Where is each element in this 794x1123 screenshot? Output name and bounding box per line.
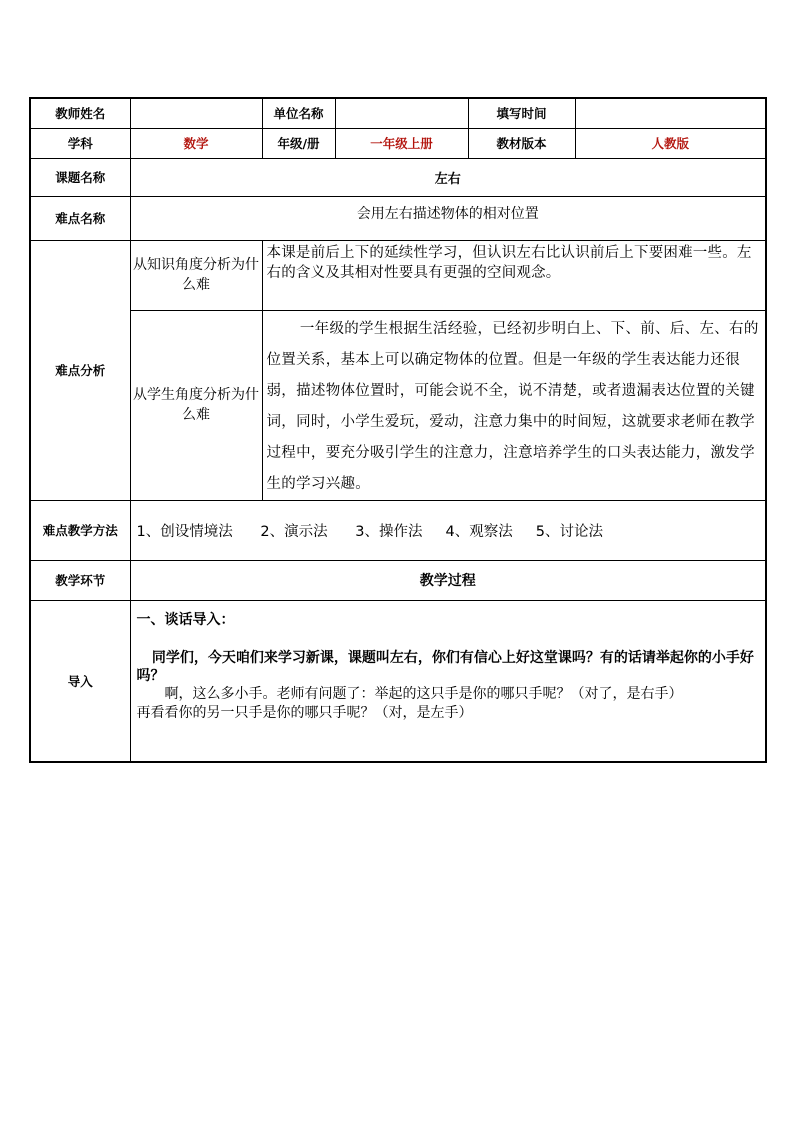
- methods-row: [30, 500, 766, 560]
- unit-name-value: [335, 98, 468, 128]
- lesson-label: 课题名称: [30, 158, 130, 196]
- student-angle-label: 从学生角度分析为什么难: [130, 310, 262, 500]
- student-angle-text: 一年级的学生根据生活经验，已经初步明白上、下、前、后、左、右的位置关系，基本上可以确定物体的位置。但是一年级的学生表达能力还很弱，描述物体位置时，可能会说不全，说不清楚，或者遗漏表达位置的关键词，同时，小学生爱玩，爱动，注意力集中的时间短，这就要求老师在教学过程中，要充分吸引学生的注意力，注意培养学生的口头表达能力，激发学生的学习兴趣。: [262, 310, 766, 500]
- process-header-row: [30, 560, 766, 600]
- edition-value: 人教版: [575, 128, 766, 158]
- unit-name-label: 单位名称: [262, 98, 335, 128]
- header-row: [30, 98, 766, 128]
- subject-row: [30, 128, 766, 158]
- intro-heading: 一、谈话导入：: [136, 611, 235, 628]
- subject-label: 学科: [30, 128, 130, 158]
- intro-content: [130, 600, 766, 762]
- intro-paragraph-2: 啊，这么多小手。老师有问题了：举起的这只手是你的哪只手呢？（对了，是右手）: [164, 685, 683, 702]
- methods-label: 难点教学方法: [30, 500, 130, 560]
- difficulty-row: [30, 196, 766, 240]
- teacher-name-value: [130, 98, 262, 128]
- fill-time-label: 填写时间: [468, 98, 575, 128]
- grade-label: 年级/册: [262, 128, 335, 158]
- intro-row: [30, 600, 766, 762]
- lesson-row: [30, 158, 766, 196]
- process-stage-label: 教学环节: [30, 560, 130, 600]
- difficulty-value: 会用左右描述物体的相对位置: [130, 196, 766, 240]
- process-heading: 教学过程: [130, 560, 766, 600]
- analysis-label: 难点分析: [30, 240, 130, 500]
- edition-label: 教材版本: [468, 128, 575, 158]
- intro-paragraph-3: 再看看你的另一只手是你的哪只手呢？（对，是左手）: [136, 704, 473, 721]
- knowledge-angle-text: 本课是前后上下的延续性学习，但认识左右比认识前后上下要困难一些。左右的含义及其相对性要具有更强的空间观念。: [262, 240, 766, 310]
- lesson-plan-table: [29, 97, 767, 763]
- methods-value: 1、创设情境法 2、演示法 3、操作法 4、观察法 5、讨论法: [130, 500, 766, 560]
- lesson-title: 左右: [130, 158, 766, 196]
- teacher-name-label: 教师姓名: [30, 98, 130, 128]
- fill-time-value: [575, 98, 766, 128]
- student-analysis-row: [30, 310, 766, 500]
- grade-value: 一年级上册: [335, 128, 468, 158]
- intro-paragraph-1: 同学们，今天咱们来学习新课，课题叫左右，你们有信心上好这堂课吗？有的话请举起你的小手好吗？: [136, 649, 754, 684]
- knowledge-analysis-row: [30, 240, 766, 310]
- difficulty-label: 难点名称: [30, 196, 130, 240]
- intro-label: 导入: [30, 600, 130, 762]
- knowledge-angle-label: 从知识角度分析为什么难: [130, 240, 262, 310]
- subject-value: 数学: [130, 128, 262, 158]
